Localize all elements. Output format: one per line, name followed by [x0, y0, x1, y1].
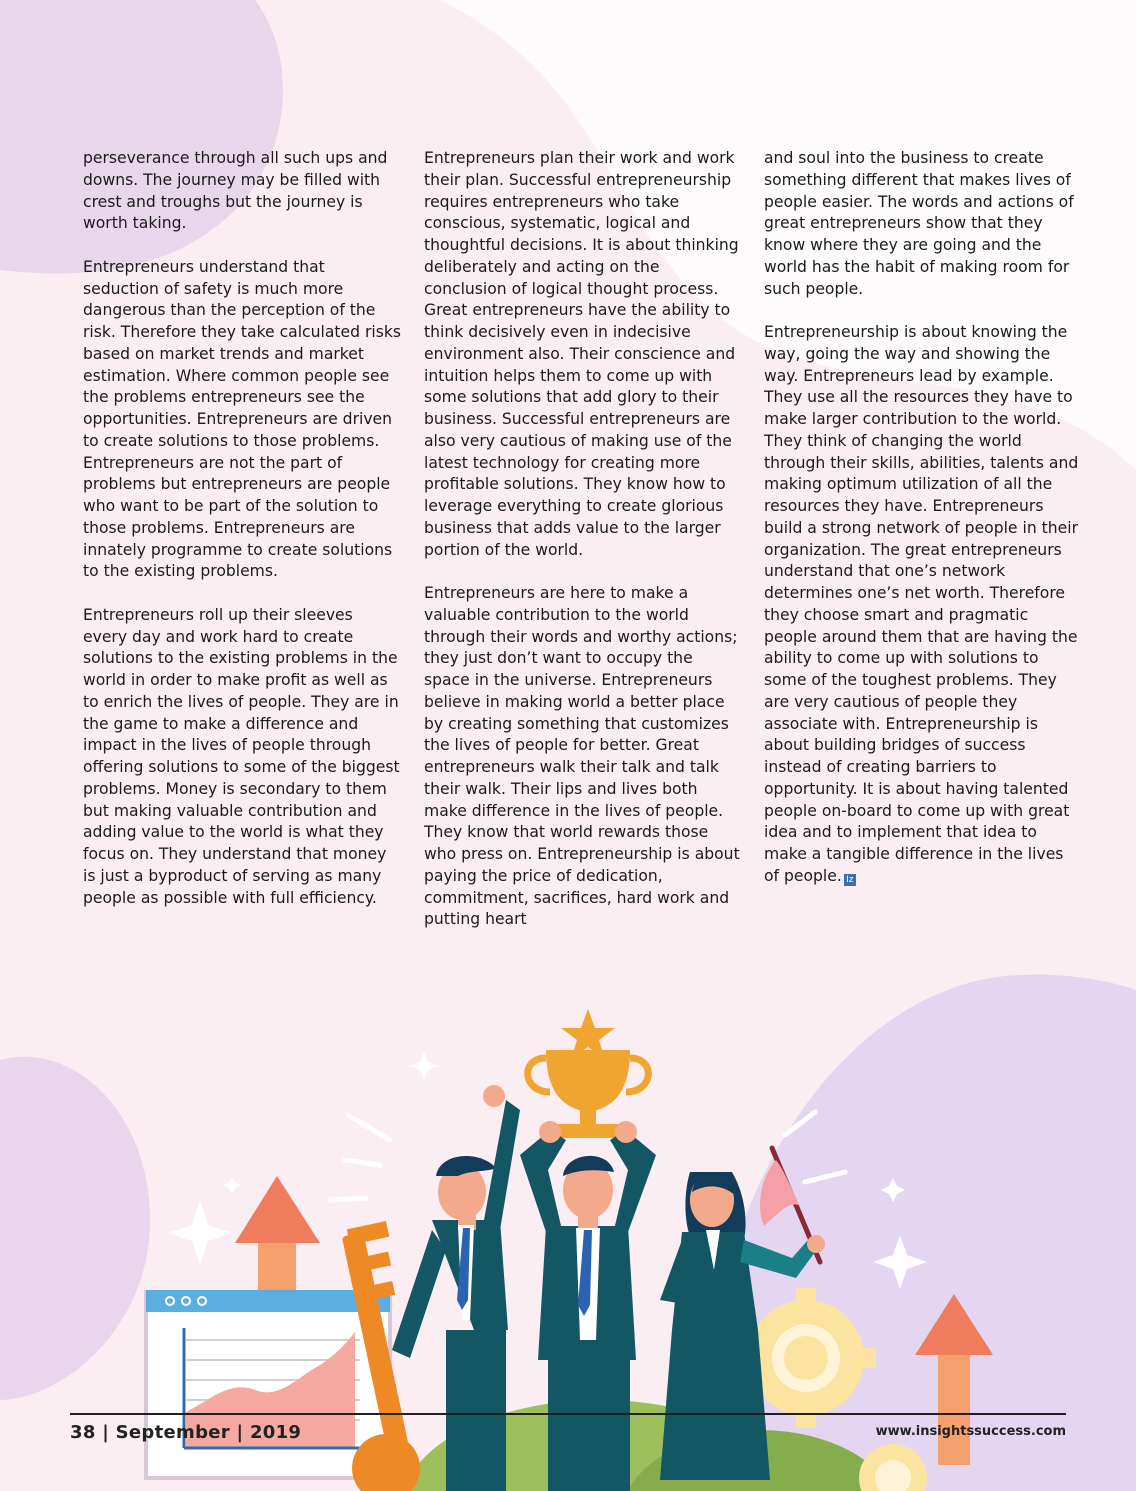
page-folio: 38 | September | 2019	[70, 1422, 302, 1443]
article-column-3	[764, 148, 1082, 909]
sparkle-icon	[410, 1052, 438, 1080]
website-link[interactable]: www.insightssuccess.com	[875, 1424, 1066, 1439]
paragraph: Entrepreneurs understand that seduction of safety is much more dangerous than the perception of the risk. Therefore they take calculated risks based on market trends and market estimation. Where common people see the problems entrepreneurs see the opportunities. Entrepreneurs are driven to create solutions to those problems. Entrepreneurs are not the part of problems but entrepreneurs are people who want to be part of the solution to those problems. Entrepreneurs are innately programme to create solutions to the existing problems.	[83, 257, 401, 581]
man-left-figure	[392, 1085, 520, 1491]
paragraph: Entrepreneurs plan their work and work their plan. Successful entrepreneurship requires entrepreneurs who take conscious, systematic, logical and thoughtful decisions. It is about thinking deliberately and acting on the conclusion of logical thought process. Great entrepreneurs have the ability to think decisively even in indecisive environment also. Their conscience and intuition helps them to come up with some solutions that add glory to their business. Successful entrepreneurs are also very cautious of making use of the latest technology for creating more profitable solutions. They know how to leverage everything to create glorious business that adds value to the larger portion of the world.	[424, 149, 739, 559]
trophy-icon	[528, 1009, 649, 1138]
sparkle-icon	[168, 1200, 232, 1266]
footer-rule	[70, 1413, 1066, 1415]
paragraph: Entrepreneurs are here to make a valuable contribution to the world through their words and worthy actions; they just don’t want to occupy the space in the universe. Entrepreneurs believe in making world a better place by creating something that customizes the lives of people for better. Great entrepreneurs walk their talk and talk their walk. Their lips and lives both make difference in the lives of people. They know that world rewards those who press on. Entrepreneurship is about paying the price of dedication, commitment, sacrifices, hard work and putting heart	[424, 584, 740, 929]
sparkle-icon	[881, 1178, 905, 1202]
gear-icon	[859, 1444, 927, 1491]
team-success-illustration	[0, 995, 1136, 1491]
end-mark-icon: Iz	[844, 874, 856, 886]
paragraph: perseverance through all such ups and downs. The journey may be filled with crest and troughs but the journey is worth taking.	[83, 149, 388, 233]
article-column-2	[424, 148, 742, 953]
growth-arrow-icon	[915, 1294, 993, 1465]
chart-window	[146, 1290, 390, 1478]
paragraph: Entrepreneurs roll up their sleeves every day and work hard to create solutions to the existing problems in the world in order to make profit as well as to enrich the lives of people. They are in the game to make a difference and impact in the lives of people through offering solutions to some of the biggest problems. Money is secondary to them but making valuable contribution and adding value to the world is what they focus on. They understand that money is just a byproduct of serving as many people as possible with full efficiency.	[83, 605, 400, 907]
growth-arrow-icon	[235, 1176, 320, 1308]
paragraph: and soul into the business to create something different that makes lives of people easier. The words and actions of great entrepreneurs show that they know where they are going and the world has the habit of making room for such people.	[764, 149, 1074, 298]
article-column-1	[83, 148, 401, 931]
paragraph-text: Entrepreneurship is about knowing the way, going the way and showing the way. Entrepreneurs lead by example. They use all the resources they have to make larger contribution to the world. They think of changing the world through their skills, abilities, talents and making optimum utilization of all the resources they have. Entrepreneurs build a strong network of people in their organization. The great entrepreneurs understand that one’s network determines one’s net worth. Therefore they choose smart and pragmatic people around them that are having the ability to come up with solutions to some of the toughest problems. They are very cautious of people they associate with. Entrepreneurship is about building bridges of success instead of creating barriers to opportunity. It is about having talented people on-board to come up with great idea and to implement that idea to make a tangible difference in the lives of people.	[764, 323, 1079, 885]
sparkle-icon	[223, 1176, 241, 1194]
sparkle-icon	[873, 1235, 927, 1289]
paragraph-last	[764, 322, 1082, 888]
